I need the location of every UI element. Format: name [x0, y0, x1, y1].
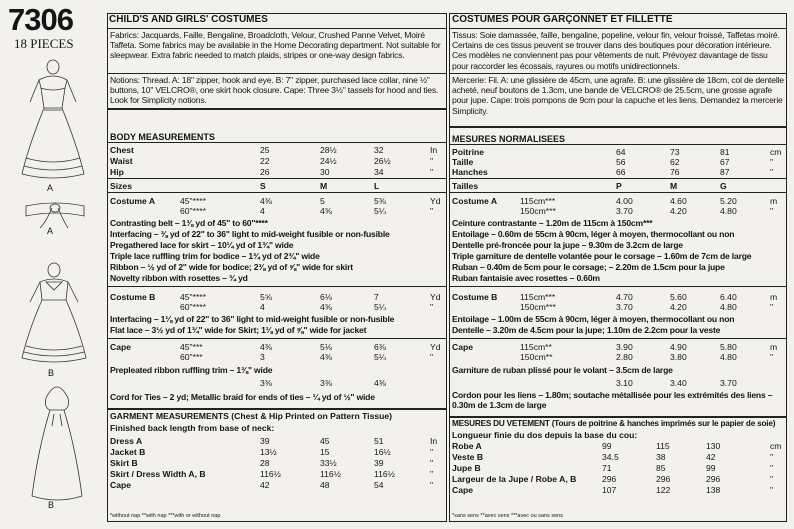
value-m: 38: [656, 452, 666, 462]
unit: ": [430, 156, 434, 166]
garment-measure-row: [110, 480, 444, 490]
value-l: 32: [374, 145, 384, 155]
trim-p: 3.10: [616, 378, 633, 388]
cape-trim-row-fr: [452, 378, 786, 388]
unit: ": [430, 206, 434, 216]
garment-measure-row: [110, 469, 444, 479]
notions-text: Notions: Thread. A: 18" zipper, hook and eye. B: 7" zipper, purchased lace collar, nine ½" buttons, 10" VELCRO®, one skirt hook closure. Cape: Three 3½" tassels for hood and ties. Look for Simplicity notions.: [110, 75, 439, 106]
yardage-m: 4.60: [670, 196, 687, 206]
sizes-label: Sizes: [110, 181, 132, 191]
figure-label-b: B: [48, 368, 55, 378]
mesure-row-label: Taille: [452, 157, 474, 167]
figure-label-b2: B: [48, 500, 55, 510]
tailles-row: [452, 181, 786, 191]
costume-a-note: Novelty ribbon with rosettes – ¾ yd: [110, 273, 248, 283]
unit: ": [430, 458, 434, 468]
yardage-s: 4⅜: [260, 196, 272, 206]
yardage-l: 5¼: [374, 352, 386, 362]
yardage-s: 3.70: [616, 206, 633, 216]
french-title: COSTUMES POUR GARÇONNET ET FILLETTE: [452, 14, 673, 25]
cape-illustration: [28, 380, 86, 504]
yardage-s: 3: [260, 352, 265, 362]
yardage-row: [452, 342, 786, 352]
mesure-row-label: Hanches: [452, 167, 488, 177]
value-p: 71: [602, 463, 612, 473]
fabric-width: 115cm***: [520, 196, 556, 206]
yardage-s: 4: [260, 302, 265, 312]
fabric-width: 45"****: [180, 196, 206, 206]
yardage-m: 5: [320, 196, 325, 206]
yardage-l: 4.80: [720, 352, 737, 362]
view-label: Cape: [452, 342, 474, 352]
value-p: 99: [602, 441, 612, 451]
unit: ": [770, 485, 774, 495]
garment-row-label-fr: Veste B: [452, 452, 484, 462]
yardage-s: 3.70: [616, 302, 633, 312]
size-m: M: [320, 181, 328, 191]
cord-note: Cord for Ties – 2 yd; Metallic braid for ends of ties – ¼ yd of ½" wide: [110, 392, 375, 402]
costume-b-illustration: [18, 262, 90, 370]
finished-length-label: Finished back length from base of neck:: [110, 423, 275, 433]
body-measurements-header: BODY MEASUREMENTS: [110, 132, 215, 142]
fabric-width: 45"***: [180, 342, 203, 352]
garment-measure-row-fr: [452, 474, 786, 484]
value-s: 28: [260, 458, 270, 468]
figure-label-a2: A: [47, 226, 54, 236]
fabric-width: 150cm***: [520, 206, 556, 216]
unit: Yd: [430, 196, 441, 206]
mesures-header: MESURES NORMALISEES: [452, 134, 566, 144]
dress-a-front-illustration: [20, 58, 86, 184]
yardage-l: 5.80: [720, 342, 737, 352]
view-label: Costume A: [452, 196, 498, 206]
body-measure-row: [110, 145, 444, 155]
yardage-m: 4.90: [670, 342, 687, 352]
value-m: 30: [320, 167, 330, 177]
trim-m: 3⅜: [320, 378, 332, 388]
garment-measure-row-fr: [452, 452, 786, 462]
unit: Yd: [430, 342, 441, 352]
view-label: Cape: [110, 342, 132, 352]
pattern-pieces: 18 PIECES: [14, 36, 74, 51]
trim-l: 4⅜: [374, 378, 386, 388]
costume-b-note-fr: Entoilage – 1.00m de 55cm à 90cm, léger à moyen, thermocollant ou non: [452, 314, 735, 324]
unit: ": [770, 452, 774, 462]
yardage-s: 3.90: [616, 342, 633, 352]
value-s: 42: [260, 480, 270, 490]
belt-a-illustration: [22, 196, 88, 230]
value-m: 115: [656, 441, 670, 451]
yardage-l: 5¼: [374, 302, 386, 312]
value-g: 296: [706, 474, 721, 484]
fabric-width: 60"****: [180, 206, 206, 216]
unit: cm: [770, 147, 782, 157]
yardage-row: [452, 302, 786, 312]
value-g: 138: [706, 485, 721, 495]
yardage-row: [110, 342, 444, 352]
mesure-row: [452, 157, 786, 167]
garment-row-label-fr: Jupe B: [452, 463, 481, 473]
body-measure-row: [110, 167, 444, 177]
fabrics-text: Fabrics: Jacquards, Faille, Bengaline, Broadcloth, Velour, Crushed Panne Velvet, Moiré Taffeta. Some fabrics may be available in the Home Decorating department. Not suitable for sleepwear. Extra fabric needed to match plaids, stripes or one-way design fabrics.: [110, 30, 441, 61]
value-l: 39: [374, 458, 384, 468]
value-s: 39: [260, 436, 270, 446]
unit: m: [770, 342, 778, 352]
fabric-width: 60"***: [180, 352, 203, 362]
value-m: 116½: [320, 469, 341, 479]
value-g: 42: [706, 452, 716, 462]
fabric-width: 115cm***: [520, 292, 556, 302]
unit: ": [770, 157, 774, 167]
yardage-s: 4⅜: [260, 342, 272, 352]
costume-a-note: Triple lace ruffling trim for bodice – 1¾ yd of 2¾" wide: [110, 251, 320, 261]
mesure-row: [452, 167, 786, 177]
garment-row-label-fr: Cape: [452, 485, 474, 495]
body-measure-row: [110, 156, 444, 166]
fabric-width: 150cm***: [520, 302, 556, 312]
fabric-width: 150cm**: [520, 352, 553, 362]
yardage-l: 6⅜: [374, 342, 386, 352]
value-s: 25: [260, 145, 270, 155]
trim-s: 3⅜: [260, 378, 272, 388]
yardage-l: 5⅜: [374, 196, 386, 206]
costume-b-note-fr: Dentelle – 3.20m de 4.5cm pour la jupe; 1.10m de 2.2cm pour la veste: [452, 325, 721, 335]
garment-measure-row: [110, 436, 444, 446]
unit: ": [770, 352, 774, 362]
yardage-m: 5⅛: [320, 342, 332, 352]
costume-a-note-fr: Dentelle pré-froncée pour la jupe – 9.30m de 3.2cm de large: [452, 240, 683, 250]
value-g: 81: [720, 147, 730, 157]
body-row-label: Waist: [110, 156, 133, 166]
yardage-s: 4: [260, 206, 265, 216]
value-m: 296: [656, 474, 671, 484]
value-l: 34: [374, 167, 384, 177]
yardage-s: 4.00: [616, 196, 633, 206]
yardage-row: [452, 352, 786, 362]
garment-measurements-header: GARMENT MEASUREMENTS (Chest & Hip Printed on Pattern Tissue): [110, 411, 393, 421]
value-l: 26½: [374, 156, 391, 166]
unit: ": [430, 302, 434, 312]
value-m: 62: [670, 157, 680, 167]
garment-measure-row: [110, 458, 444, 468]
yardage-s: 5⅝: [260, 292, 272, 302]
cordon-note: Cordon pour les liens – 1.80m; soutache métallisée pour les extrémités des liens – 0.30m de 1.3cm de large: [452, 390, 773, 411]
size-s: S: [260, 181, 266, 191]
value-p: 296: [602, 474, 617, 484]
value-p: 107: [602, 485, 617, 495]
cape-note-fr: Garniture de ruban plissé pour le volant – 3.5cm de large: [452, 365, 673, 375]
view-label: Costume A: [110, 196, 156, 206]
value-m: 48: [320, 480, 330, 490]
value-s: 26: [260, 167, 270, 177]
unit: ": [430, 469, 434, 479]
value-g: 130: [706, 441, 721, 451]
value-p: 66: [616, 167, 626, 177]
size-l: L: [374, 181, 380, 191]
value-s: 13½: [260, 447, 277, 457]
costume-a-note-fr: Ruban – 0.40m de 5cm pour le corsage; – 2.20m de 1.5cm pour la jupe: [452, 262, 725, 272]
value-m: 45: [320, 436, 330, 446]
tailles-label: Tailles: [452, 181, 479, 191]
yardage-m: 4.20: [670, 206, 687, 216]
yardage-row: [452, 292, 786, 302]
taille-g: G: [720, 181, 727, 191]
costume-a-note-fr: Triple garniture de dentelle volantée pour le corsage – 1.60m de 7cm de large: [452, 251, 752, 261]
mesure-row: [452, 147, 786, 157]
costume-b-note: Interfacing – 1⅛ yd of 22" to 36" light to mid-weight fusible or non-fusible: [110, 314, 395, 324]
yardage-m: 6⅛: [320, 292, 332, 302]
yardage-s: 4.70: [616, 292, 633, 302]
value-s: 116½: [260, 469, 281, 479]
unit: ": [770, 474, 774, 484]
figure-label-a: A: [47, 183, 54, 193]
longueur-finie-label: Longueur finie du dos depuis la base du cou:: [452, 430, 638, 440]
yardage-l: 6.40: [720, 292, 737, 302]
value-l: 116½: [374, 469, 395, 479]
value-l: 16½: [374, 447, 391, 457]
yardage-l: 5¼: [374, 206, 386, 216]
fabric-width: 115cm**: [520, 342, 552, 352]
fabric-width: 60"****: [180, 302, 206, 312]
garment-row-label-fr: Largeur de la Jupe / Robe A, B: [452, 474, 577, 484]
value-p: 64: [616, 147, 626, 157]
unit: ": [770, 302, 774, 312]
value-m: 122: [656, 485, 671, 495]
body-row-label: Chest: [110, 145, 134, 155]
unit: m: [770, 292, 778, 302]
unit: ": [430, 167, 434, 177]
garment-measure-row: [110, 447, 444, 457]
yardage-l: 4.80: [720, 206, 737, 216]
french-footnote: *sans sens **avec sens ***avec ou sans sens: [452, 513, 563, 519]
unit: m: [770, 196, 778, 206]
tissus-text: Tissus: Soie damassée, faille, bengaline, popeline, velour fin, velour froissé, Taffetas moiré. Certains de ces tissus peuvent se trouver dans des boutiques pour décoration intérieure. Ces modèles ne conviennent pas pour vêtements de nuit. Prévoyez davantage de tissu pour raccorder les écossais, rayures ou motifs unidirectionnels.: [452, 30, 780, 71]
value-g: 99: [706, 463, 716, 473]
yardage-m: 4⅜: [320, 302, 332, 312]
value-m: 76: [670, 167, 680, 177]
costume-a-note-fr: Entoilage – 0.60m de 55cm à 90cm, léger à moyen, thermocollant ou non: [452, 229, 735, 239]
yardage-row: [110, 206, 444, 216]
fabric-width: 45"****: [180, 292, 206, 302]
yardage-m: 3.80: [670, 352, 687, 362]
cape-note: Prepleated ribbon ruffling trim – 1⅜" wide: [110, 365, 273, 375]
costume-b-note: Flat lace – 3½ yd of 1¾" wide for Skirt; 1⅛ yd of ⅝" wide for jacket: [110, 325, 367, 335]
garment-measure-row-fr: [452, 485, 786, 495]
unit: cm: [770, 441, 782, 451]
yardage-row: [452, 196, 786, 206]
garment-row-label: Skirt / Dress Width A, B: [110, 469, 206, 479]
value-g: 67: [720, 157, 730, 167]
garment-row-label: Jacket B: [110, 447, 146, 457]
value-m: 28½: [320, 145, 337, 155]
value-m: 33½: [320, 458, 337, 468]
garment-row-label: Skirt B: [110, 458, 138, 468]
unit: In: [430, 436, 438, 446]
pattern-number: 7306: [8, 2, 73, 37]
value-p: 56: [616, 157, 626, 167]
unit: ": [430, 480, 434, 490]
yardage-m: 4.20: [670, 302, 687, 312]
unit: ": [430, 352, 434, 362]
yardage-m: 4⅜: [320, 206, 332, 216]
garment-row-label-fr: Robe A: [452, 441, 482, 451]
unit: ": [770, 167, 774, 177]
value-g: 87: [720, 167, 730, 177]
value-s: 22: [260, 156, 270, 166]
value-m: 85: [656, 463, 666, 473]
mesures-vetement-header: MESURES DU VETEMENT (Tours de poitrine & hanches imprimés sur le papier de soie): [452, 419, 776, 428]
costume-a-note: Pregathered lace for skirt – 10¼ yd of 1¾" wide: [110, 240, 294, 250]
view-label: Costume B: [110, 292, 156, 302]
costume-a-note: Ribbon – ½ yd of 2" wide for bodice; 2⅜ yd of ⅝" wide for skirt: [110, 262, 353, 272]
garment-row-label: Dress A: [110, 436, 143, 446]
english-footnote: *without nap **with nap ***with or without nap: [110, 513, 221, 519]
costume-a-note-fr: Ceinture contrastante – 1.20m de 115cm à 150cm***: [452, 218, 653, 228]
value-l: 51: [374, 436, 384, 446]
mesure-row-label: Poitrine: [452, 147, 484, 157]
taille-m: M: [670, 181, 678, 191]
costume-a-note: Contrasting belt – 1⅜ yd of 45" to 60"****: [110, 218, 268, 228]
body-row-label: Hip: [110, 167, 124, 177]
trim-m: 3.40: [670, 378, 687, 388]
yardage-row: [110, 302, 444, 312]
cape-trim-row: [110, 378, 444, 388]
view-label: Costume B: [452, 292, 498, 302]
trim-g: 3.70: [720, 378, 737, 388]
yardage-m: 4⅜: [320, 352, 332, 362]
english-title: CHILD'S AND GIRLS' COSTUMES: [109, 14, 268, 25]
yardage-row: [110, 196, 444, 206]
mercerie-text: Mercerie: Fil. A: une glissière de 45cm, une agrafe. B: une glissière de 18cm, col de dentelle acheté, neuf boutons de 1.3cm, une bande de VELCRO® de 25.5cm, une grosse agrafe pour jupe. Cape: trois pompons de 9cm pour la capuche et les liens. Demandez la mercerie Simplicity.: [452, 75, 784, 116]
unit: ": [430, 447, 434, 457]
garment-measure-row-fr: [452, 441, 786, 451]
yardage-row: [452, 206, 786, 216]
value-m: 24½: [320, 156, 337, 166]
unit: ": [770, 463, 774, 473]
value-m: 73: [670, 147, 680, 157]
yardage-l: 4.80: [720, 302, 737, 312]
yardage-row: [110, 292, 444, 302]
garment-row-label: Cape: [110, 480, 132, 490]
yardage-row: [110, 352, 444, 362]
value-m: 15: [320, 447, 330, 457]
value-l: 54: [374, 480, 384, 490]
sizes-row: [110, 181, 444, 191]
unit: ": [770, 206, 774, 216]
unit: In: [430, 145, 438, 155]
costume-a-note-fr: Ruban fantaisie avec rosettes – 0.60m: [452, 273, 600, 283]
yardage-l: 7: [374, 292, 379, 302]
yardage-s: 2.80: [616, 352, 633, 362]
costume-a-note: Interfacing – ⅜ yd of 22" to 36" light to mid-weight fusible or non-fusible: [110, 229, 390, 239]
yardage-m: 5.60: [670, 292, 687, 302]
taille-p: P: [616, 181, 622, 191]
unit: Yd: [430, 292, 441, 302]
garment-measure-row-fr: [452, 463, 786, 473]
value-p: 34.5: [602, 452, 619, 462]
yardage-l: 5.20: [720, 196, 737, 206]
